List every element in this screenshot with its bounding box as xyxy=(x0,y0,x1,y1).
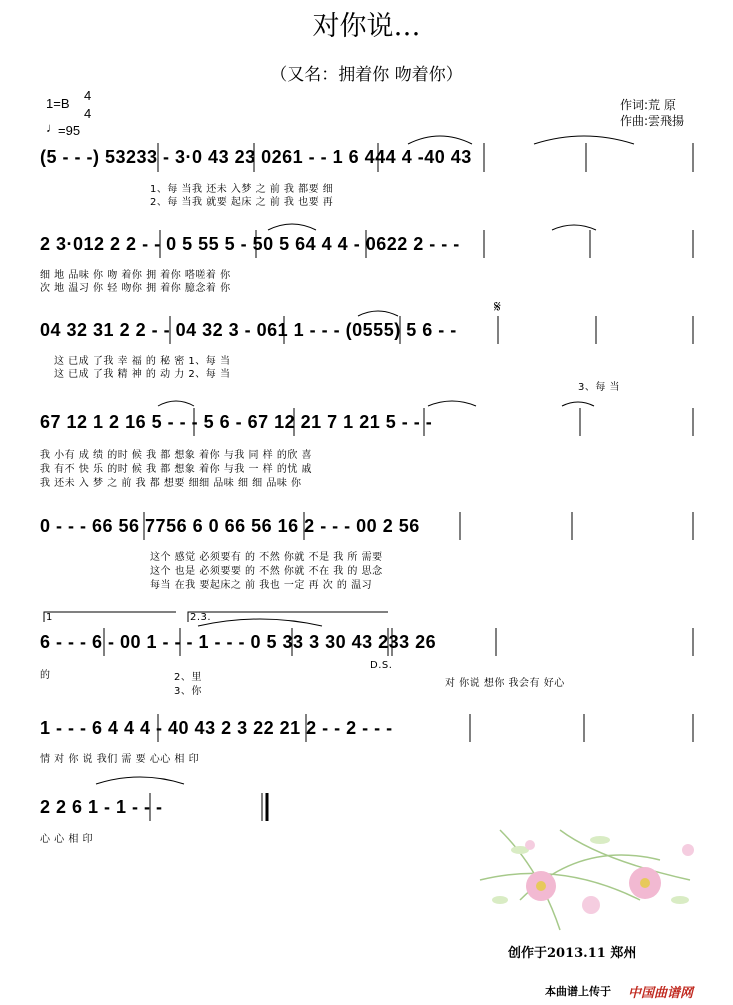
lyric-row-2-line-1: 细 地 品味 你 吻 着你 拥 着你 嗒嗟着 你 xyxy=(40,270,231,281)
time-signature-bottom: 4 xyxy=(84,106,92,121)
lyric-row-1-line-1: 1、每 当我 还未 入梦 之 前 我 都要 细 xyxy=(150,184,334,195)
composer-credit: 作曲:雲飛揚 xyxy=(620,114,685,128)
volta-1-label: 1 xyxy=(46,612,53,623)
quarter-note-icon: ♩ xyxy=(46,120,59,135)
notation-row-3: 04 32 31 2 2 - - 04 32 3 - 061 1 - - - (0555) 5 6 - - xyxy=(40,320,457,340)
lyric-row-7-line-1: 情 对 你 说 我们 需 要 心心 相 印 xyxy=(40,754,200,765)
song-subtitle: （又名：拥着你 吻着你） xyxy=(270,65,463,85)
composition-date: 创作于2013.11 郑州 xyxy=(508,946,637,961)
song-title: 对你说… xyxy=(312,11,421,42)
notation-row-2: 2 3·012 2 2 - - 0 5 55 5 - 50 5 64 4 4 - 0622 2 - - - xyxy=(40,234,460,254)
lyric-row-4-line-3: 我 还未 入 梦 之 前 我 都 想要 细细 品味 细 细 品味 你 xyxy=(40,478,302,489)
lyric-row-4-line-1: 我 小有 成 绩 的时 候 我 都 想象 着你 与我 同 样 的欣 喜 xyxy=(40,450,313,461)
svg-text:𝄋: 𝄋 xyxy=(494,297,501,316)
lyric-row-6-line-4: 对 你说 想你 我会有 好心 xyxy=(445,678,565,689)
lyric-row-5-line-1: 这个 感觉 必须要有 的 不然 你就 不是 我 所 需要 xyxy=(150,552,383,563)
notation-row-5: 0 - - - 66 56 7756 6 0 66 56 16 2 - - - 00 2 56 xyxy=(40,516,420,536)
notation-row-1: (5 - - -) 53233 - 3·0 43 23 0261 - - 1 6 444 4 -40 43 xyxy=(40,147,472,167)
upload-note: 本曲谱上传于 xyxy=(545,985,611,998)
tempo-marking: =95 xyxy=(58,123,81,138)
time-signature-top: 4 xyxy=(84,88,92,103)
lyric-row-2-line-2: 次 地 温习 你 轻 吻你 拥 着你 臆念着 你 xyxy=(40,283,231,294)
lyric-row-6-line-2: 2、里 xyxy=(174,672,202,683)
notation-row-7: 1 - - - 6 4 4 4 - 40 43 2 3 22 21 2 - - 2 - - - xyxy=(40,718,393,738)
lyric-row-6-line-3: 3、你 xyxy=(174,686,202,697)
lyric-row-8-line-1: 心 心 相 印 xyxy=(40,834,94,845)
lyric-row-6-line-1: 的 xyxy=(40,670,51,681)
lyric-row-5-line-2: 这个 也是 必须要要 的 不然 你就 不在 我 的 思念 xyxy=(150,566,383,577)
lyric-row-3-line-1: 这 已成 了我 幸 福 的 秘 密 1、每 当 xyxy=(54,356,231,367)
notation-row-6: 6 - - - 6 - 00 1 - - - 1 - - - 0 5 33 3 30 43 233 26 xyxy=(40,632,437,652)
flower-decoration-icon xyxy=(480,830,694,930)
dal-segno-label: D.S. xyxy=(370,660,393,671)
key-signature: 1=B xyxy=(46,96,70,111)
notation-row-8: 2 2 6 1 - 1 - - - xyxy=(40,797,163,817)
lyric-row-5-line-3: 每当 在我 要起床之 前 我也 一定 再 次 的 温习 xyxy=(150,580,373,591)
site-logo: 中国曲谱网 xyxy=(628,986,694,1001)
lyric-row-1-line-2: 2、每 当我 就要 起床 之 前 我 也要 再 xyxy=(150,197,334,208)
lyric-row-3-line-2: 这 已成 了我 精 神 的 动 力 2、每 当 xyxy=(54,369,231,380)
lyric-row-3-line-3: 3、每 当 xyxy=(578,382,621,393)
notation-row-4: 67 12 1 2 16 5 - - - 5 6 - 67 12 21 7 1 21 5 - - - xyxy=(40,412,433,432)
lyric-row-4-line-2: 我 有不 快 乐 的时 候 我 都 想象 着你 与我 一 样 的忧 戚 xyxy=(40,464,313,475)
lyricist-credit: 作词:荒 原 xyxy=(620,98,676,112)
volta-2-label: 2.3. xyxy=(190,612,212,623)
